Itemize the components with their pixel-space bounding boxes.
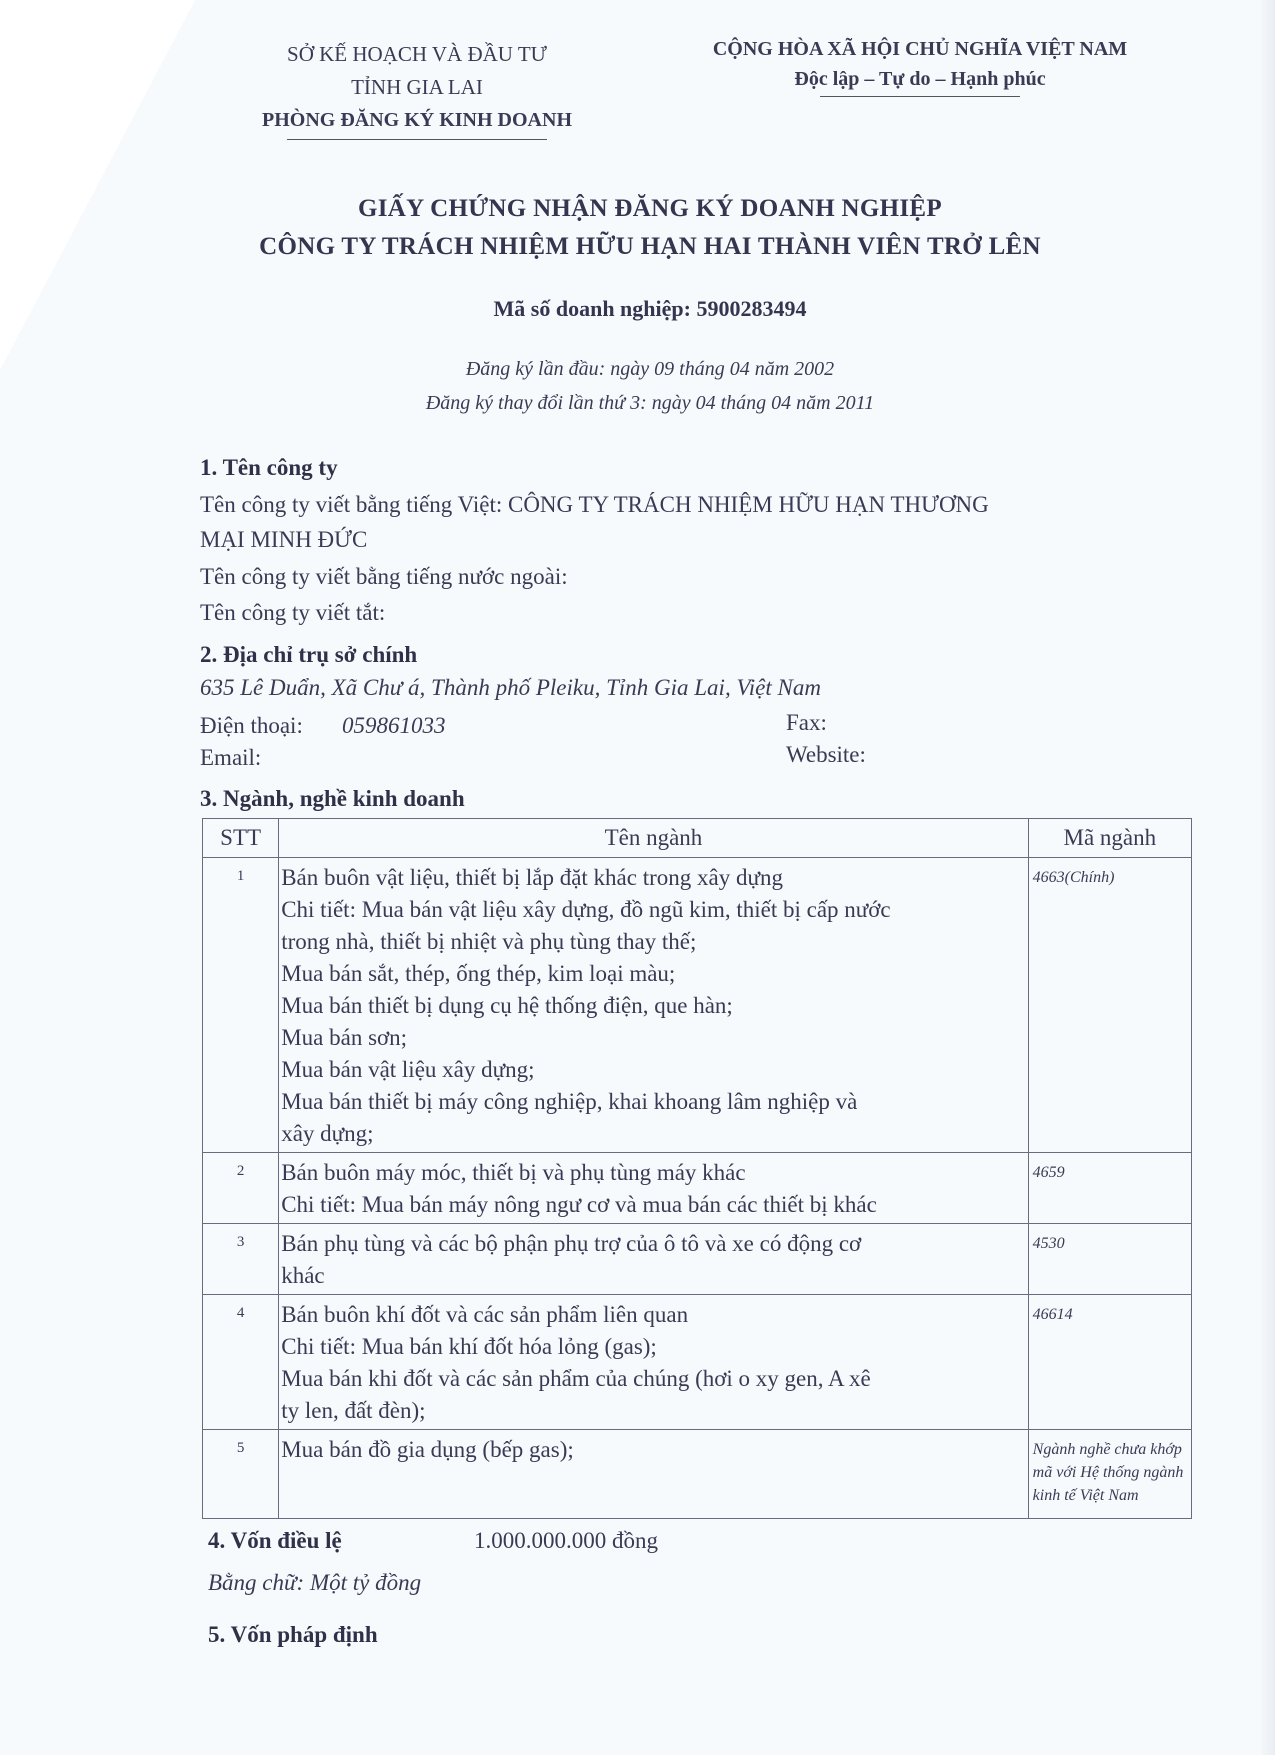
row-stt: 3 bbox=[203, 1224, 279, 1295]
authority-line-1: SỞ KẾ HOẠCH VÀ ĐẦU TƯ bbox=[287, 42, 547, 66]
phone-label: Điện thoại: bbox=[200, 713, 303, 738]
row-name-line: Bán buôn vật liệu, thiết bị lắp đặt khác trong xây dựng bbox=[281, 865, 783, 890]
row-name-line: Mua bán đồ gia dụng (bếp gas); bbox=[281, 1437, 574, 1462]
motto-line-2: Độc lập – Tự do – Hạnh phúc bbox=[794, 68, 1046, 90]
row-name-line: Bán buôn máy móc, thiết bị và phụ tùng máy khác bbox=[281, 1160, 746, 1185]
change-registration: Đăng ký thay đổi lần thứ 3: ngày 04 tháng 04 năm 2011 bbox=[425, 392, 875, 414]
phone-value: 059861033 bbox=[342, 713, 446, 738]
row-stt: 4 bbox=[203, 1295, 279, 1430]
vn-name-line-2: MẠI MINH ĐỨC bbox=[200, 527, 368, 552]
row-name-line: Mua bán thiết bị dụng cụ hệ thống điện, que hàn; bbox=[281, 993, 733, 1018]
col-code: Mã ngành bbox=[1028, 819, 1191, 858]
row-name-line: trong nhà, thiết bị nhiệt và phụ tùng thay thế; bbox=[281, 929, 697, 954]
row-code: 4663(Chính) bbox=[1028, 858, 1191, 1153]
row-code: Ngành nghề chưa khớp mã với Hệ thống ngành kinh tế Việt Nam bbox=[1028, 1430, 1191, 1519]
row-name bbox=[279, 1224, 1028, 1295]
motto-underline bbox=[820, 96, 1020, 97]
row-name bbox=[279, 1153, 1028, 1224]
row-name-line: xây dựng; bbox=[281, 1121, 374, 1146]
row-code: 46614 bbox=[1028, 1295, 1191, 1430]
table-row bbox=[203, 1153, 1192, 1224]
row-code: 4659 bbox=[1028, 1153, 1191, 1224]
row-stt: 2 bbox=[203, 1153, 279, 1224]
short-name: Tên công ty viết tắt: bbox=[200, 600, 386, 625]
website-label: Website: bbox=[786, 742, 866, 767]
table-row bbox=[203, 858, 1192, 1153]
row-stt: 1 bbox=[203, 858, 279, 1153]
row-name bbox=[279, 858, 1028, 1153]
fax-label: Fax: bbox=[786, 710, 827, 735]
col-name: Tên ngành bbox=[279, 819, 1028, 858]
email-label: Email: bbox=[200, 745, 262, 770]
row-name-line: khác bbox=[281, 1263, 325, 1288]
row-name-line: Chi tiết: Mua bán khí đốt hóa lỏng (gas); bbox=[281, 1334, 657, 1359]
charter-capital-value: 1.000.000.000 đồng bbox=[474, 1528, 658, 1553]
table-row bbox=[203, 1430, 1192, 1519]
section-3-heading: 3. Ngành, nghề kinh doanh bbox=[200, 786, 465, 811]
page-edge bbox=[1261, 0, 1275, 1755]
section-2-heading: 2. Địa chỉ trụ sở chính bbox=[200, 642, 418, 667]
authority-line-2: TỈNH GIA LAI bbox=[351, 75, 483, 99]
section-4-heading: 4. Vốn điều lệ bbox=[208, 1528, 342, 1553]
row-name bbox=[279, 1295, 1028, 1430]
national-motto bbox=[660, 34, 1180, 97]
row-name-line: Mua bán sơn; bbox=[281, 1025, 408, 1050]
col-stt: STT bbox=[203, 819, 279, 858]
foreign-name: Tên công ty viết bằng tiếng nước ngoài: bbox=[200, 564, 568, 589]
row-name-line: Chi tiết: Mua bán vật liệu xây dựng, đồ ngũ kim, thiết bị cấp nước bbox=[281, 897, 891, 922]
row-name-line: Mua bán sắt, thép, ống thép, kim loại màu; bbox=[281, 961, 676, 986]
document-title bbox=[200, 190, 1100, 266]
vn-name-line-1: Tên công ty viết bằng tiếng Việt: CÔNG TY TRÁCH NHIỆM HỮU HẠN THƯƠNG bbox=[200, 492, 989, 517]
row-code: 4530 bbox=[1028, 1224, 1191, 1295]
row-name-line: Mua bán khi đốt và các sản phẩm của chúng (hơi o xy gen, A xê bbox=[281, 1366, 871, 1391]
enterprise-code: Mã số doanh nghiệp: 5900283494 bbox=[493, 296, 807, 321]
title-line-2: CÔNG TY TRÁCH NHIỆM HỮU HẠN HAI THÀNH VIÊN TRỞ LÊN bbox=[259, 233, 1041, 260]
torn-corner bbox=[0, 0, 195, 370]
table-row bbox=[203, 1295, 1192, 1430]
row-name-line: Chi tiết: Mua bán máy nông ngư cơ và mua bán các thiết bị khác bbox=[281, 1192, 877, 1217]
row-name-line: ty len, đất đèn); bbox=[281, 1398, 426, 1423]
title-line-1: GIẤY CHỨNG NHẬN ĐĂNG KÝ DOANH NGHIỆP bbox=[358, 195, 942, 222]
authority-line-3: PHÒNG ĐĂNG KÝ KINH DOANH bbox=[262, 109, 572, 131]
table-row bbox=[203, 1224, 1192, 1295]
charter-capital-words: Bằng chữ: Một tỷ đồng bbox=[208, 1570, 422, 1595]
row-name-line: Mua bán thiết bị máy công nghiệp, khai khoang lâm nghiệp và bbox=[281, 1089, 858, 1114]
address: 635 Lê Duẩn, Xã Chư á, Thành phố Pleiku, Tỉnh Gia Lai, Việt Nam bbox=[200, 675, 821, 700]
authority-underline bbox=[287, 139, 547, 140]
motto-line-1: CỘNG HÒA XÃ HỘI CHỦ NGHĨA VIỆT NAM bbox=[712, 38, 1128, 60]
registration-dates bbox=[200, 352, 1100, 420]
table-header-row bbox=[203, 819, 1192, 858]
section-1-heading: 1. Tên công ty bbox=[200, 455, 338, 480]
row-name-line: Bán buôn khí đốt và các sản phẩm liên quan bbox=[281, 1302, 689, 1327]
row-name-line: Mua bán vật liệu xây dựng; bbox=[281, 1057, 535, 1082]
row-name bbox=[279, 1430, 1028, 1519]
section-5-heading: 5. Vốn pháp định bbox=[208, 1622, 378, 1647]
issuing-authority bbox=[222, 38, 612, 140]
row-name-line: Bán phụ tùng và các bộ phận phụ trợ của ô tô và xe có động cơ bbox=[281, 1231, 862, 1256]
business-lines-table bbox=[202, 818, 1192, 1519]
first-registration: Đăng ký lần đầu: ngày 09 tháng 04 năm 2002 bbox=[465, 358, 835, 380]
row-stt: 5 bbox=[203, 1430, 279, 1519]
